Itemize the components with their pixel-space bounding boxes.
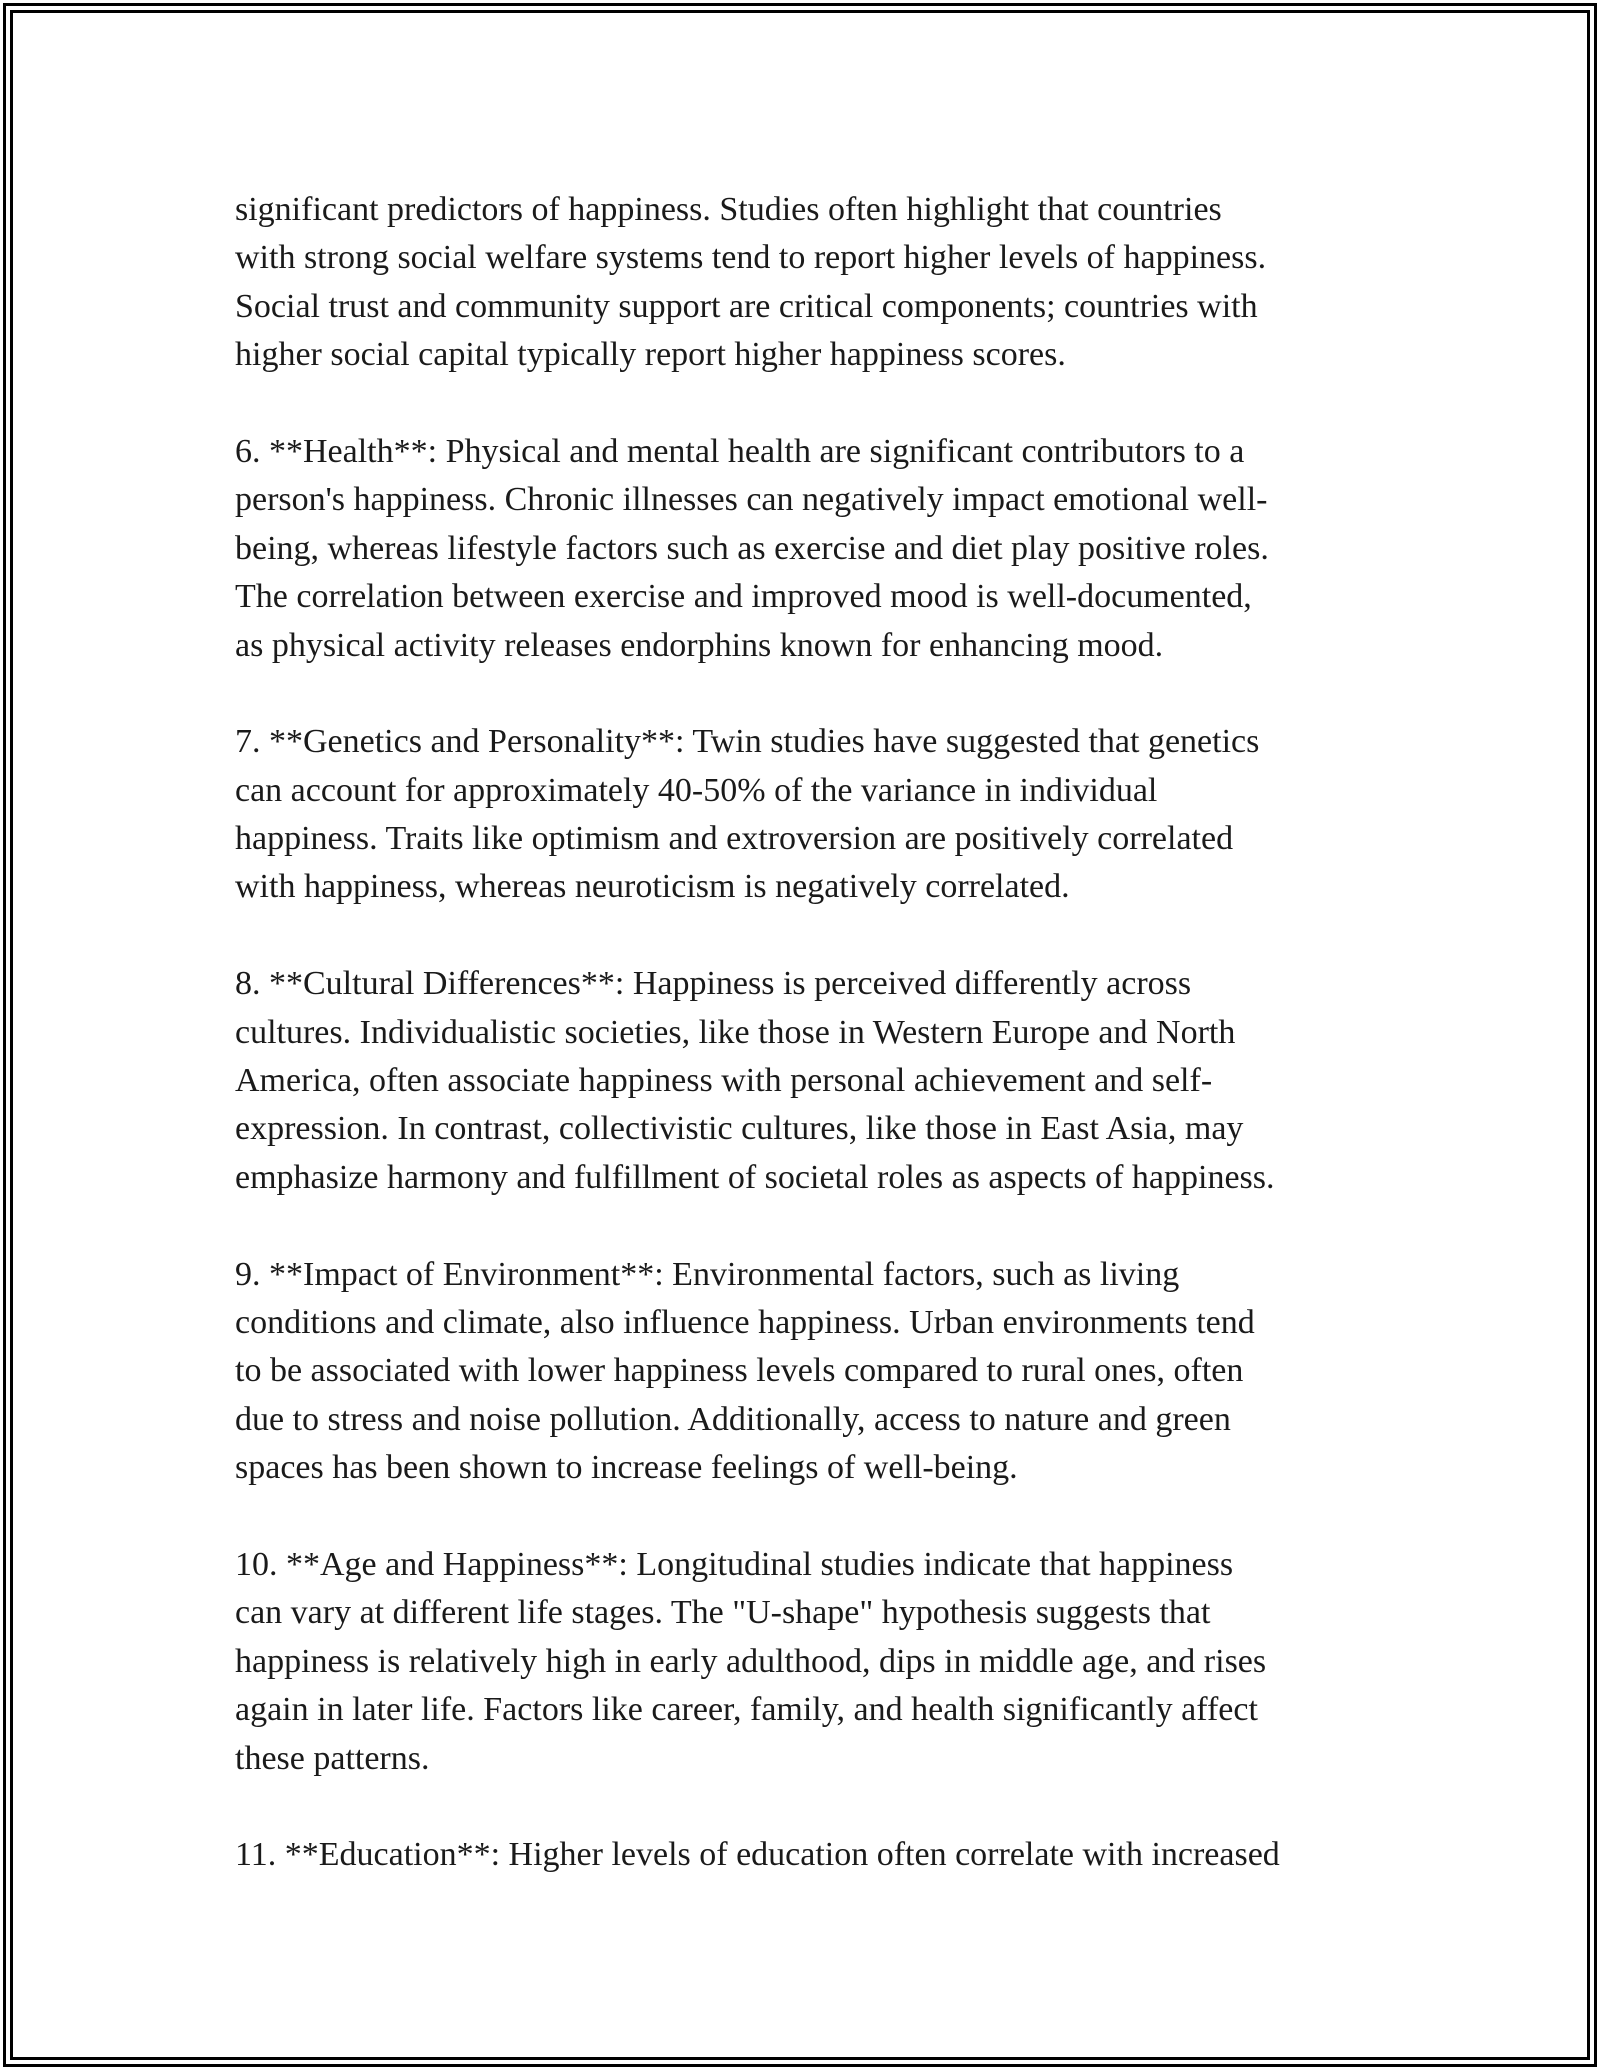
- paragraph-gap: [235, 1202, 1385, 1250]
- text-line: person's happiness. Chronic illnesses can negatively impact emotional well-: [235, 481, 1268, 519]
- text-line: cultures. Individualistic societies, like those in Western Europe and North: [235, 1013, 1236, 1051]
- text-line: with happiness, whereas neuroticism is negatively correlated.: [235, 868, 1070, 906]
- text-line: 10. **Age and Happiness**: Longitudinal studies indicate that happiness: [235, 1545, 1234, 1583]
- text-line: these patterns.: [235, 1739, 430, 1777]
- text-line: can account for approximately 40-50% of the variance in individual: [235, 771, 1158, 809]
- text-line: happiness. Traits like optimism and extroversion are positively correlated: [235, 820, 1234, 858]
- text-line: being, whereas lifestyle factors such as exercise and diet play positive roles.: [235, 529, 1269, 567]
- text-line: as physical activity releases endorphins known for enhancing mood.: [235, 626, 1164, 664]
- paragraph-environment: [235, 1251, 1385, 1493]
- paragraph-health: [235, 428, 1385, 670]
- paragraph-gap: [235, 1493, 1385, 1541]
- text-line: can vary at different life stages. The "U-shape" hypothesis suggests that: [235, 1594, 1211, 1632]
- paragraph-continuation: [235, 186, 1385, 380]
- text-line: happiness is relatively high in early adulthood, dips in middle age, and rises: [235, 1642, 1267, 1680]
- text-line: again in later life. Factors like career, family, and health significantly affect: [235, 1691, 1258, 1729]
- text-line: 11. **Education**: Higher levels of education often correlate with increased: [235, 1836, 1280, 1874]
- text-line: The correlation between exercise and improved mood is well-documented,: [235, 578, 1252, 616]
- text-line: higher social capital typically report higher happiness scores.: [235, 336, 1066, 374]
- text-line: significant predictors of happiness. Studies often highlight that countries: [235, 191, 1222, 228]
- text-line: with strong social welfare systems tend to report higher levels of happiness.: [235, 239, 1267, 277]
- text-line: 9. **Impact of Environment**: Environmental factors, such as living: [235, 1255, 1180, 1293]
- text-line: due to stress and noise pollution. Additionally, access to nature and green: [235, 1400, 1231, 1438]
- text-line: to be associated with lower happiness levels compared to rural ones, often: [235, 1352, 1244, 1390]
- paragraph-genetics: [235, 718, 1385, 912]
- text-line: expression. In contrast, collectivistic cultures, like those in East Asia, may: [235, 1110, 1244, 1148]
- text-line: 8. **Cultural Differences**: Happiness is perceived differently across: [235, 965, 1192, 1003]
- document-body: [235, 186, 1385, 1880]
- paragraph-age: [235, 1541, 1385, 1783]
- text-line: emphasize harmony and fulfillment of societal roles as aspects of happiness.: [235, 1158, 1275, 1196]
- text-line: conditions and climate, also influence happiness. Urban environments tend: [235, 1303, 1255, 1341]
- paragraph-gap: [235, 1783, 1385, 1831]
- paragraph-gap: [235, 380, 1385, 428]
- text-line: spaces has been shown to increase feelings of well-being.: [235, 1449, 1018, 1487]
- text-line: Social trust and community support are critical components; countries with: [235, 287, 1258, 325]
- paragraph-education: [235, 1831, 1385, 1879]
- text-line: America, often associate happiness with personal achievement and self-: [235, 1062, 1213, 1100]
- paragraph-gap: [235, 670, 1385, 718]
- paragraph-cultural-differences: [235, 960, 1385, 1202]
- paragraph-gap: [235, 912, 1385, 960]
- text-line: 6. **Health**: Physical and mental health are significant contributors to a: [235, 432, 1245, 470]
- text-line: 7. **Genetics and Personality**: Twin studies have suggested that genetics: [235, 723, 1260, 761]
